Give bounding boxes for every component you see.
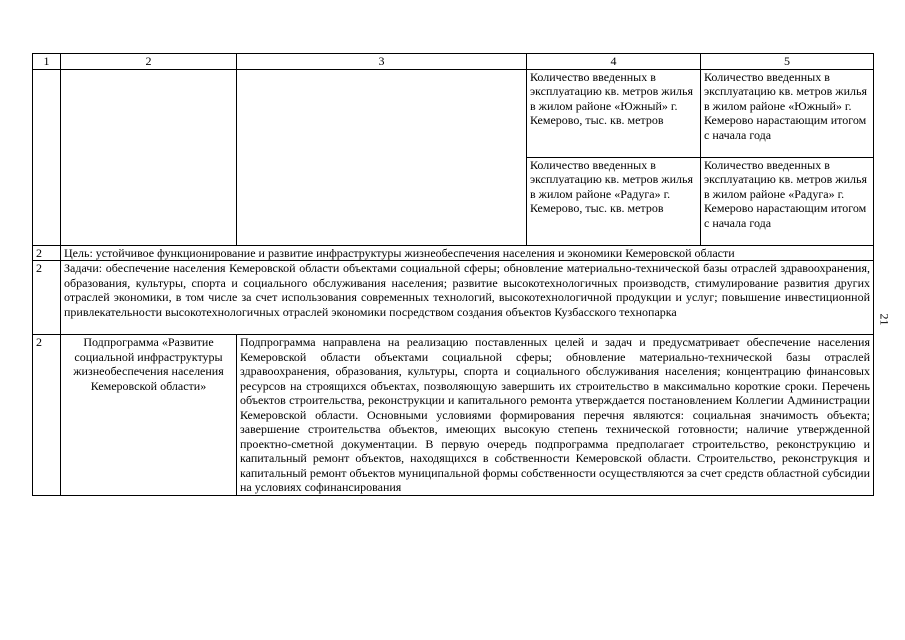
empty-cell (33, 69, 61, 245)
indicator-raduga-unit: Количество введенных в эксплуатацию кв. метров жилья в жилом районе «Радуга» г. Кемерово, тыс. кв. метров (527, 157, 701, 245)
program-table (32, 53, 874, 496)
header-col-5: 5 (701, 54, 874, 70)
page-number: 21 (877, 313, 892, 326)
subprogram-row (33, 335, 874, 496)
tasks-text: Задачи: обеспечение населения Кемеровской области объектами социальной сферы; обновление материально-технической базы отраслей здравоохранения, образования, культуры, спорта и социального обслуживания населения; развитие высокотехнологичных производств, стимулирование развития других отраслей экономики, в том числе за счет использования современных технологий, высокотехнологичной продукции и услуг; повышение инвестиционной привлекательности высокотехнологичных отраслей экономики посредством создания объектов Кузбасского технопарка (61, 261, 874, 335)
indicator-raduga-cumulative: Количество введенных в эксплуатацию кв. метров жилья в жилом районе «Радуга» г. Кемерово нарастающим итогом с начала года (701, 157, 874, 245)
header-col-2: 2 (61, 54, 237, 70)
header-col-4: 4 (527, 54, 701, 70)
header-col-3: 3 (237, 54, 527, 70)
subprogram-name: Подпрограмма «Развитие социальной инфраструктуры жизнеобеспечения населения Кемеровской области» (61, 335, 237, 496)
subprogram-number: 2 (33, 335, 61, 496)
indicator-yuzhny-unit: Количество введенных в эксплуатацию кв. метров жилья в жилом районе «Южный» г. Кемерово, тыс. кв. метров (527, 69, 701, 157)
goal-number: 2 (33, 245, 61, 261)
tasks-number: 2 (33, 261, 61, 335)
empty-cell (61, 69, 237, 245)
tasks-row (33, 261, 874, 335)
empty-cell (237, 69, 527, 245)
indicator-yuzhny-cumulative: Количество введенных в эксплуатацию кв. метров жилья в жилом районе «Южный» г. Кемерово нарастающим итогом с начала года (701, 69, 874, 157)
subprogram-description: Подпрограмма направлена на реализацию поставленных целей и задач и предусматривает обеспечение населения Кемеровской области объектами социальной сферы; обновление материально-технической базы отраслей здравоохранения, образования, культуры, спорта и социального обслуживания населения; концентрацию финансовых ресурсов на строящихся объектах, позволяющую завершить их строительство в максимально короткие сроки. Перечень объектов строительства, реконструкции и капитального ремонта утверждается постановлением Коллегии Администрации Кемеровской области. Основными условиями формирования перечня являются: социальная значимость объекта; завершение строительства объектов, имеющих высокую степень технической готовности; наличие утвержденной проектно-сметной документации. В первую очередь подпрограмма предполагает строительство, реконструкцию и капитальный ремонт объектов, находящихся в собственности Кемеровской области. Строительство, реконструкция и капитальный ремонт объектов муниципальной формы собственности осуществляются за счет средств областной субсидии на условиях софинансирования (237, 335, 874, 496)
indicator-row (33, 69, 874, 157)
header-row (33, 54, 874, 70)
goal-row (33, 245, 874, 261)
header-col-1: 1 (33, 54, 61, 70)
goal-text: Цель: устойчивое функционирование и развитие инфраструктуры жизнеобеспечения населения и экономики Кемеровской области (61, 245, 874, 261)
